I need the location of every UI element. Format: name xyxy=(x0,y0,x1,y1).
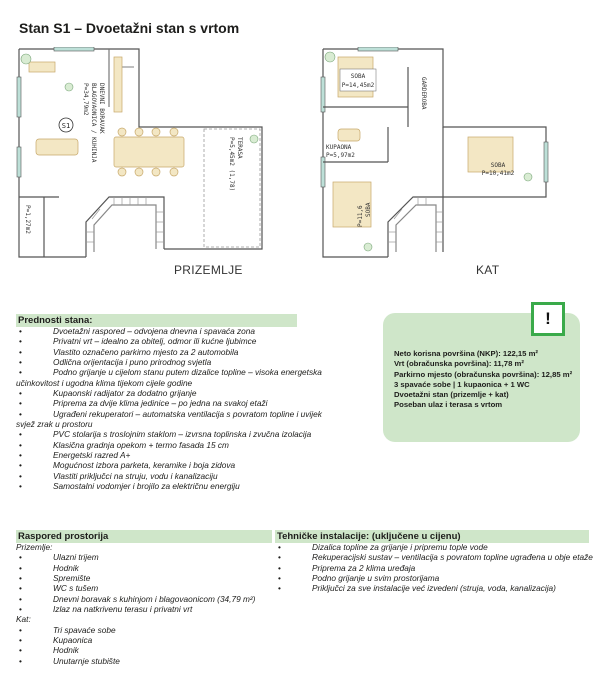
info-line: 3 spavaće sobe | 1 kupaonica + 1 WC xyxy=(394,379,530,389)
list-item: • Vlastito označeno parkirno mjesto za 2 automobila xyxy=(16,347,322,357)
info-line: Vrt (obračunska površina): 11,78 m² xyxy=(394,359,524,369)
list-item: • Kupaonica xyxy=(16,635,255,645)
apartment-badge: S1 xyxy=(61,122,71,130)
info-lines xyxy=(394,349,572,411)
ground-floor-label: PRIZEMLJE xyxy=(174,263,243,277)
info-line: Neto korisna površina (NKP): 122,15 m² xyxy=(394,349,538,358)
terrace-area: P=5,45m2 (1,78) xyxy=(228,137,235,192)
living-room-label: DNEVNI BORAVAK xyxy=(98,83,105,134)
storage-area: P=1,27m2 xyxy=(24,205,31,234)
list-item: • Odlična orijentacija i puno prirodnog svjetla xyxy=(16,357,322,367)
list-item-continuation: učinkovitost i ugodna klima tijekom cijele godine xyxy=(16,377,193,388)
terrace-label: TERASA xyxy=(236,137,243,159)
wardrobe-label: GARDEROBA xyxy=(420,77,427,110)
room3-label: SOBA xyxy=(365,202,372,217)
list-item: • Klasična gradnja opekom + termo fasada 15 cm xyxy=(16,440,322,450)
rooms-header: Raspored prostorija xyxy=(16,530,272,543)
room1-label: SOBA xyxy=(350,73,366,80)
list-item: • Dnevni boravak s kuhinjom i blagovaonicom (34,79 m²) xyxy=(16,594,255,604)
room2-label: SOBA xyxy=(490,162,506,169)
rooms-list xyxy=(16,542,255,666)
upper-floor-label: KAT xyxy=(476,263,500,277)
alert-icon: ! xyxy=(531,302,565,336)
upper-floor-title: Kat: xyxy=(16,614,31,625)
list-item: • WC s tušem xyxy=(16,583,255,593)
list-item: • Mogućnost izbora parketa, keramike i boja zidova xyxy=(16,460,322,470)
bathroom-area: P=5,97m2 xyxy=(326,152,355,159)
living-room-area: P=34,79m2 xyxy=(82,83,89,116)
list-item: • Ulazni trijem xyxy=(16,552,255,562)
list-item: • Priprema za dvije klima jedinice – po jedna na svakoj etaži xyxy=(16,398,322,408)
list-item: • PVC stolarija s troslojnim staklom – izvrsna toplinska i zvučna izolacija xyxy=(16,429,322,439)
list-item: • Podno grijanje u cijelom stanu putem dizalice topline – visoka energetska xyxy=(16,367,322,377)
list-item: • Unutarnje stubište xyxy=(16,656,255,666)
list-item: • Hodnik xyxy=(16,563,255,573)
list-item: • Priključci za sve instalacije već izvedeni (struja, voda, kanalizacija) xyxy=(275,583,593,593)
room3-area: P=11,6 xyxy=(357,205,364,227)
list-item: • Izlaz na natkrivenu terasu i privatni vrt xyxy=(16,604,255,614)
upper-floor-plan xyxy=(318,47,558,277)
ground-floor-plan xyxy=(14,47,272,277)
list-item: • Priprema za 2 klima uređaja xyxy=(275,563,593,573)
list-item: • Hodnik xyxy=(16,645,255,655)
list-item: • Tri spavaće sobe xyxy=(16,625,255,635)
list-item: • Kupaonski radijator za dodatno grijanje xyxy=(16,388,322,398)
list-item: • Dizalica topline za grijanje i pripremu tople vode xyxy=(275,542,593,552)
list-item: • Spremište xyxy=(16,573,255,583)
tech-header: Tehničke instalacije: (uključene u cijenu) xyxy=(275,530,589,543)
info-line: Dvoetažni stan (prizemlje + kat) xyxy=(394,390,509,400)
living-room-sub-label: BLAGOVAONICA / KUHINJA xyxy=(90,83,97,163)
room1-area: P=14,45m2 xyxy=(341,82,375,89)
list-item: • Samostalni vodomjer i brojilo za električnu energiju xyxy=(16,481,322,491)
advantages-header: Prednosti stana: xyxy=(16,314,297,327)
list-item: • Rekuperacijski sustav – ventilacija s povratom topline ugrađena u obje etaže xyxy=(275,552,593,562)
list-item: • Privatni vrt – idealno za obitelj, odmor ili kućne ljubimce xyxy=(16,336,322,346)
room2-area: P=10,41m2 xyxy=(481,170,515,177)
tech-list xyxy=(275,542,593,594)
bathroom-label: KUPAONA xyxy=(326,144,352,151)
info-line: Poseban ulaz i terasa s vrtom xyxy=(394,400,503,410)
list-item-continuation: svjež zrak u prostoru xyxy=(16,419,93,430)
list-item: • Podno grijanje u svim prostorijama xyxy=(275,573,593,583)
page-title: Stan S1 – Dvoetažni stan s vrtom xyxy=(19,20,240,36)
info-line: Parkirno mjesto (obračunska površina): 12,85 m² xyxy=(394,369,573,379)
list-item: • Energetski razred A+ xyxy=(16,450,322,460)
list-item: • Dvoetažni raspored – odvojena dnevna i spavaća zona xyxy=(16,326,322,336)
list-item: • Ugrađeni rekuperatori – automatska ventilacija s povratom topline i uvijek xyxy=(16,409,322,419)
ground-floor-title: Prizemlje: xyxy=(16,542,53,552)
list-item: • Vlastiti priključci na struju, vodu i kanalizaciju xyxy=(16,471,322,481)
advantages-list xyxy=(16,326,322,492)
